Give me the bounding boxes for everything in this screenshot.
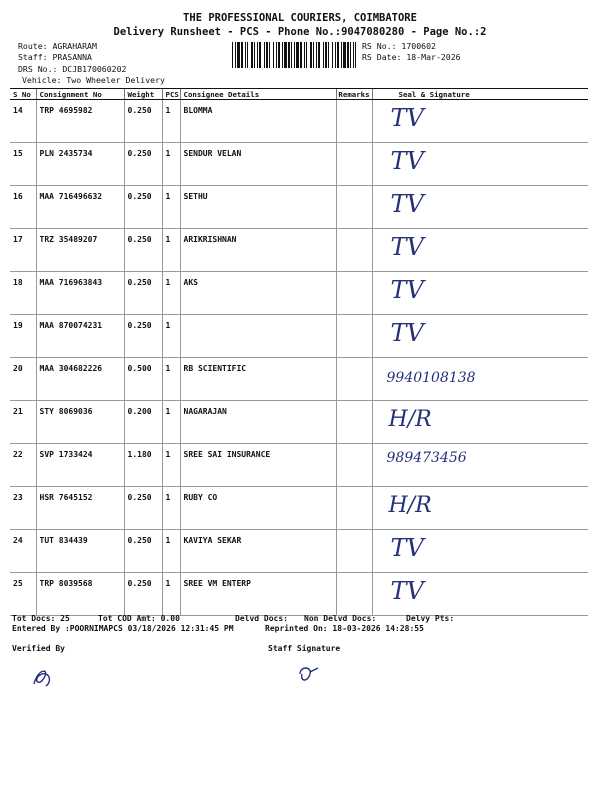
table-row [10,186,588,229]
barcode-image [232,42,356,68]
row-seal-signature [372,100,588,143]
row-remarks [336,315,372,358]
total-cod-amount: Tot COD Amt: 0.00 [98,614,180,623]
row-consignment-no: HSR 7645152 [36,487,124,530]
row-consignment-no: MAA 304682226 [36,358,124,401]
row-consignment-no: STY 8069036 [36,401,124,444]
row-weight: 0.250 [124,229,162,272]
row-seal-signature [372,573,588,616]
row-consignee: AKS [180,272,336,315]
row-remarks [336,272,372,315]
table-row [10,358,588,401]
table-row [10,100,588,143]
handwritten-signature: 989473456 [386,450,467,466]
handwritten-signature: 9940108138 [386,370,476,386]
row-pcs: 1 [162,315,180,358]
row-weight: 1.180 [124,444,162,487]
handwritten-signature: TV [390,233,424,261]
row-consignment-no: TRP 8039568 [36,573,124,616]
row-consignee: NAGARAJAN [180,401,336,444]
col-header-signature: Seal & Signature [372,89,588,100]
handwritten-signature: TV [390,534,424,562]
row-pcs: 1 [162,229,180,272]
row-consignment-no: TRP 4695982 [36,100,124,143]
row-weight: 0.250 [124,143,162,186]
table-row [10,272,588,315]
delivery-points: Delvy Pts: [406,614,455,623]
table-row [10,530,588,573]
row-consignee: SETHU [180,186,336,229]
rs-date: RS Date: 18-Mar-2026 [362,52,461,62]
row-remarks [336,401,372,444]
rs-number: RS No.: 1700602 [362,41,436,51]
row-sno: 14 [10,100,36,143]
row-consignee: SREE VM ENTERP [180,573,336,616]
row-pcs: 1 [162,272,180,315]
row-pcs: 1 [162,444,180,487]
table-row [10,143,588,186]
drs-number: DRS No.: DCJB170060202 [18,64,127,74]
row-seal-signature [372,143,588,186]
row-sno: 17 [10,229,36,272]
row-seal-signature [372,229,588,272]
table-row [10,229,588,272]
table-row [10,573,588,616]
staff-label: Staff: PRASANNA [18,52,92,62]
row-weight: 0.250 [124,272,162,315]
handwritten-signature: H/R [388,407,432,432]
row-consignee: RB SCIENTIFIC [180,358,336,401]
verified-by-label: Verified By [12,644,65,653]
row-pcs: 1 [162,186,180,229]
row-remarks [336,573,372,616]
table-body [10,100,588,616]
col-header-pcs: PCS [162,89,180,100]
row-sno: 24 [10,530,36,573]
runsheet-subtitle: Delivery Runsheet - PCS - Phone No.:9047080280 - Page No.:2 [113,26,487,38]
row-remarks [336,186,372,229]
row-remarks [336,358,372,401]
row-seal-signature [372,487,588,530]
handwritten-signature: TV [390,276,424,304]
row-weight: 0.250 [124,573,162,616]
row-weight: 0.250 [124,530,162,573]
company-title: THE PROFESSIONAL COURIERS, COIMBATORE [183,12,417,24]
row-remarks [336,229,372,272]
row-sno: 25 [10,573,36,616]
row-sno: 15 [10,143,36,186]
row-remarks [336,487,372,530]
route-label: Route: AGRAHARAM [18,41,97,51]
table-row [10,315,588,358]
row-consignee: ARIKRISHNAN [180,229,336,272]
table-row [10,487,588,530]
non-delivered-docs: Non Delvd Docs: [304,614,377,623]
table-row [10,401,588,444]
row-seal-signature [372,444,588,487]
row-pcs: 1 [162,573,180,616]
row-sno: 21 [10,401,36,444]
row-consignee: SREE SAI INSURANCE [180,444,336,487]
staff-signature-label: Staff Signature [268,644,341,653]
row-pcs: 1 [162,358,180,401]
row-consignment-no: MAA 870074231 [36,315,124,358]
delivered-docs: Delvd Docs: [235,614,288,623]
row-remarks [336,444,372,487]
runsheet-table [10,88,588,616]
row-sno: 16 [10,186,36,229]
verifier-signature [30,664,56,690]
reprinted-on: Reprinted On: 18-03-2026 14:28:55 [265,624,424,633]
row-seal-signature [372,530,588,573]
handwritten-signature: TV [390,190,424,218]
row-consignment-no: MAA 716963843 [36,272,124,315]
col-header-consignee: Consignee Details [180,89,336,100]
row-pcs: 1 [162,530,180,573]
table-row [10,444,588,487]
col-header-weight: Weight [124,89,162,100]
row-seal-signature [372,272,588,315]
row-consignee: RUBY CO [180,487,336,530]
row-sno: 19 [10,315,36,358]
col-header-sno: S No [10,89,36,100]
row-weight: 0.250 [124,315,162,358]
handwritten-signature: TV [390,104,424,132]
handwritten-signature: TV [390,319,424,347]
row-seal-signature [372,186,588,229]
row-seal-signature [372,401,588,444]
row-sno: 22 [10,444,36,487]
vehicle-label: Vehicle: Two Wheeler Delivery [22,75,165,85]
row-consignment-no: TUT 834439 [36,530,124,573]
row-weight: 0.250 [124,487,162,530]
entered-by: Entered By :POORNIMAPCS 03/18/2026 12:31:45 PM [12,624,234,633]
row-consignment-no: SVP 1733424 [36,444,124,487]
row-consignee: KAVIYA SEKAR [180,530,336,573]
row-weight: 0.500 [124,358,162,401]
staff-signature-mark [294,662,320,686]
row-consignment-no: MAA 716496632 [36,186,124,229]
handwritten-signature: H/R [388,493,432,518]
row-seal-signature [372,315,588,358]
row-weight: 0.250 [124,186,162,229]
row-consignment-no: TRZ 35489207 [36,229,124,272]
row-consignment-no: PLN 2435734 [36,143,124,186]
row-pcs: 1 [162,100,180,143]
total-docs: Tot Docs: 25 [12,614,70,623]
row-remarks [336,530,372,573]
row-sno: 18 [10,272,36,315]
row-seal-signature [372,358,588,401]
row-weight: 0.200 [124,401,162,444]
row-consignee [180,315,336,358]
row-remarks [336,143,372,186]
row-consignee: BLOMMA [180,100,336,143]
row-sno: 20 [10,358,36,401]
row-pcs: 1 [162,487,180,530]
row-remarks [336,100,372,143]
col-header-consignment: Consignment No [36,89,124,100]
handwritten-signature: TV [390,577,424,605]
row-pcs: 1 [162,401,180,444]
row-consignee: SENDUR VELAN [180,143,336,186]
col-header-remarks: Remarks [336,89,372,100]
row-sno: 23 [10,487,36,530]
row-weight: 0.250 [124,100,162,143]
row-pcs: 1 [162,143,180,186]
table-header-row [10,89,588,100]
handwritten-signature: TV [390,147,424,175]
